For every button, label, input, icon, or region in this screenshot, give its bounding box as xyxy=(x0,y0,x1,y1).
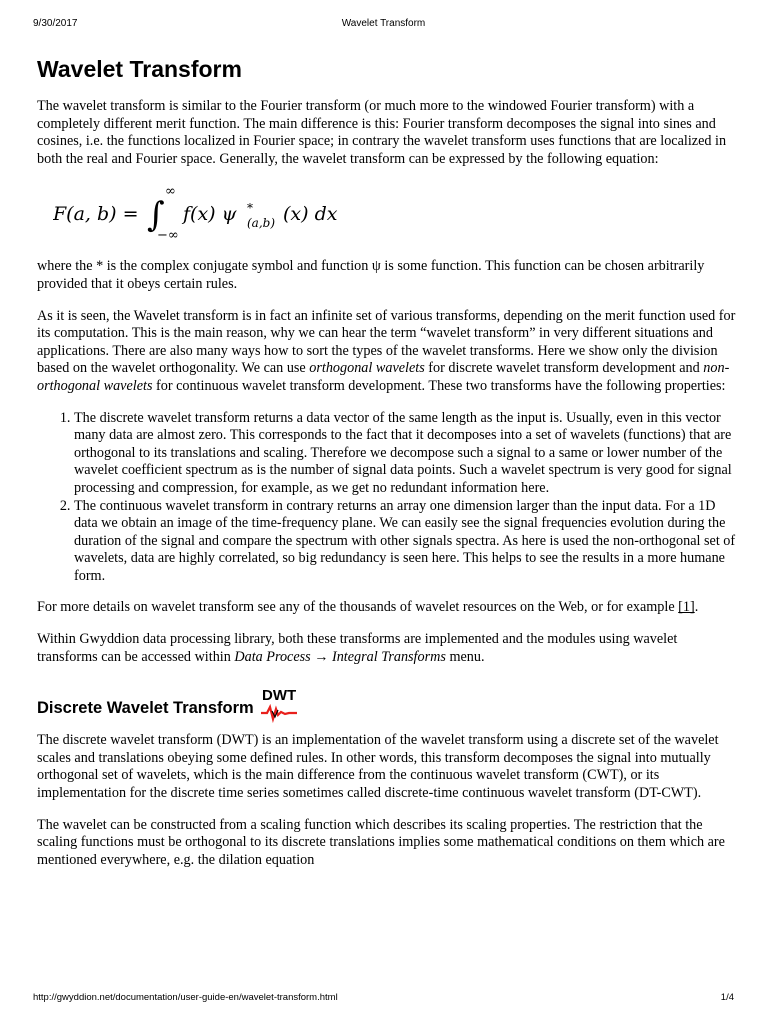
scaling-paragraph: The wavelet can be constructed from a scaling function which describes its scaling properties. The restriction that the scaling functions must be orthogonal to its discrete translations implies some mathematical conditions on them which are mentioned everywhere, e.g. the dilation equation xyxy=(37,816,725,868)
dwt-icon-label: DWT xyxy=(261,687,296,705)
list-item-dwt: 1. The discrete wavelet transform returns a data vector of the same length as the input is. Usually, even in this vector many data are almost zero. This corresponds to the fact that it decomposes into a set of wavelets (functions) that are orthogonal to its translations and scaling. Therefore we decompose such a signal to a same or lower number of the wavelet coefficient spectrum as is the number of signal data points. Such a wavelet spectrum is very good for signal processing and compression, for example, as we get no redundant information here. xyxy=(74,410,737,498)
properties-list xyxy=(37,410,737,586)
menu-path: Data Process → Integral Transforms xyxy=(234,648,446,665)
gwyddion-paragraph xyxy=(37,631,737,666)
integral-sign-icon: ∫ xyxy=(147,195,165,236)
print-footer xyxy=(33,992,734,1006)
text-run: For more details on wavelet transform see any of the thousands of wavelet resources on the Web, or for example xyxy=(37,599,679,616)
text-run: As it is seen, the Wavelet transform is in fact an infinite set of various transforms, depending on the merit function used for its computation. This is the main reason, why we can hear the term “wavelet transform” in very different situations and applications. There are also many ways how to sort the types of the wavelet transforms. Here we show only the division based on the wavelet orthogonality. We can use xyxy=(37,307,736,377)
list-item-cwt: 2. The continuous wavelet transform in contrary returns an array one dimension larger than the input data. For a 1D data we obtain an image of the time-frequency plane. We can easily see the signal frequencies evolution during the duration of the signal and compare the spectrum with other signals spectra. As here is used the non-orthogonal set of wavelets, data are highly correlated, so big redundancy is seen here. This helps to see the results in a more humane form. xyxy=(74,498,737,586)
text-run: . xyxy=(694,599,699,616)
page-number: 1/4 xyxy=(720,992,734,1003)
equation-graphic xyxy=(53,182,373,244)
print-date: 9/30/2017 xyxy=(33,18,78,29)
equation-tail: (x) dx xyxy=(283,203,338,226)
source-url: http://gwyddion.net/documentation/user-guide-en/wavelet-transform.html xyxy=(33,992,338,1003)
dwt-icon-wave xyxy=(261,707,297,719)
dwt-icon xyxy=(260,686,300,724)
psi-paragraph: where the * is the complex conjugate symbol and function ψ is some function. This function can be chosen arbitrarily provided that it obeys certain rules. xyxy=(37,258,705,292)
text-run: Within Gwyddion data processing library, both these transforms are implemented and the modules using wavelet transforms can be accessed within xyxy=(37,631,678,665)
text-run: for discrete wavelet transform development and xyxy=(424,360,704,377)
section-title: Discrete Wavelet Transform xyxy=(37,699,254,718)
text-run: menu. xyxy=(445,648,485,665)
non-orthogonal-wavelets-term: non-orthogonal wavelets xyxy=(37,360,730,394)
orthogonality-paragraph xyxy=(37,308,737,396)
reference-link[interactable]: [1] xyxy=(678,599,695,616)
equation-lhs: F(a, b) = xyxy=(53,203,139,226)
print-header xyxy=(33,18,734,32)
equation-integrand: f(x) ψ xyxy=(183,203,237,226)
equation-upper-limit: ∞ xyxy=(165,184,176,200)
page-title: Wavelet Transform xyxy=(37,56,242,82)
section-header xyxy=(37,680,737,718)
orthogonal-wavelets-term: orthogonal wavelets xyxy=(309,360,425,377)
text-run: for continuous wavelet transform development. These two transforms have the following properties: xyxy=(152,377,726,394)
intro-paragraph: The wavelet transform is similar to the Fourier transform (or much more to the windowed Fourier transform) with a completely different merit function. The main difference is this: Fourier transform decomposes the signal into sines and cosines, i.e. the functions localized in Fourier space; in contrary the wavelet transform uses functions that are localized in both the real and Fourier space. Generally, the wavelet transform can be expressed by the following equation: xyxy=(37,98,727,167)
document-body xyxy=(37,54,737,883)
dwt-paragraph: The discrete wavelet transform (DWT) is an implementation of the wavelet transform using a discrete set of the wavelet scales and translations obeying some defined rules. In other words, this transform decomposes the signal into mutually orthogonal set of wavelets, which is the main difference from the continuous wavelet transform (CWT), or its implementation for the discrete time series sometimes called discrete-time continuous wavelet transform (DT-CWT). xyxy=(37,732,719,802)
wavelet-transform-equation xyxy=(53,182,737,244)
equation-subscript: (a,b) xyxy=(247,216,276,231)
print-title: Wavelet Transform xyxy=(341,18,426,29)
section-title-row xyxy=(37,680,737,718)
equation-superscript: * xyxy=(247,201,253,216)
resources-paragraph xyxy=(37,599,737,617)
equation-lower-limit: −∞ xyxy=(157,228,179,244)
